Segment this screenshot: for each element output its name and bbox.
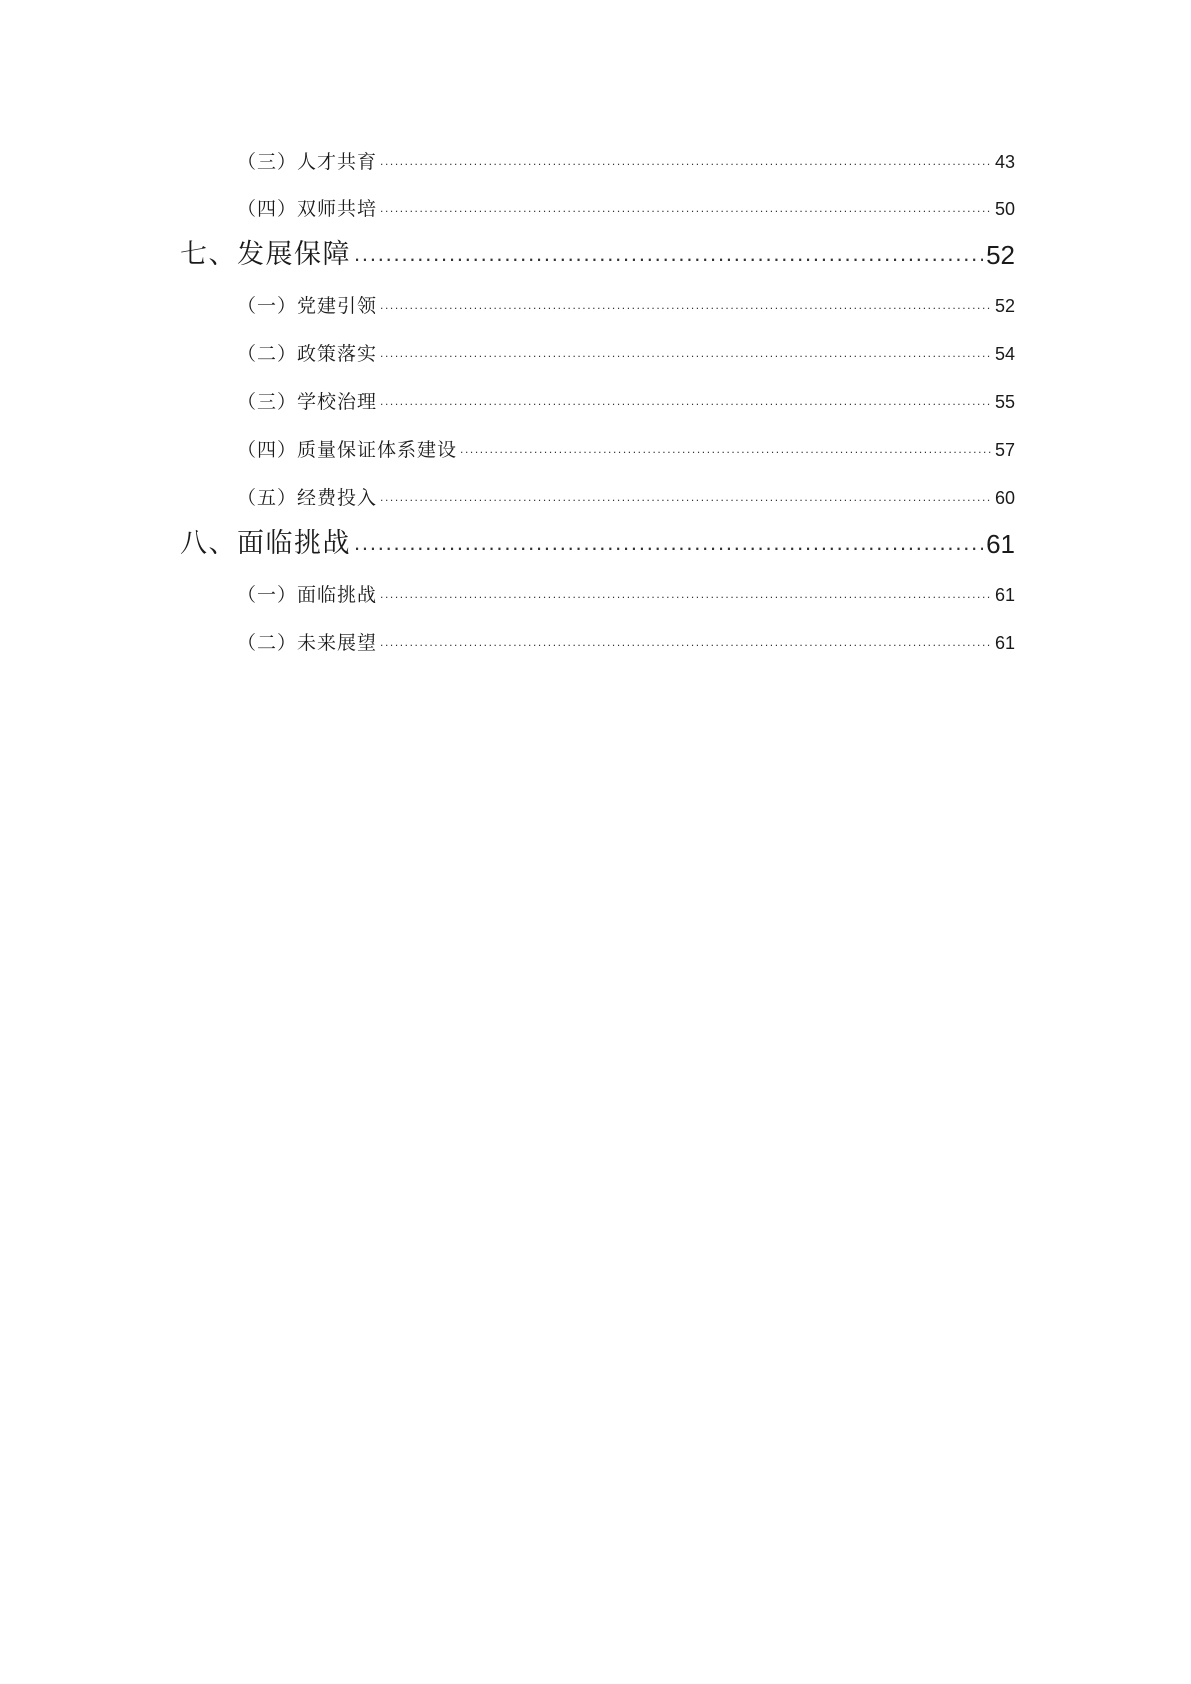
toc-entry-sub[interactable]: [237, 438, 1015, 462]
toc-entry-sub[interactable]: [237, 583, 1015, 607]
toc-page-number: 60: [994, 488, 1015, 508]
toc-page-number: 57: [994, 440, 1015, 460]
dot-leader: [354, 237, 983, 271]
toc-entry-sub[interactable]: [237, 197, 1015, 221]
toc-entry-sub[interactable]: [237, 486, 1015, 510]
toc-entry-title: （二）未来展望: [237, 632, 378, 654]
toc-page-number: 50: [994, 199, 1015, 219]
toc-entry-title: （三）学校治理: [237, 391, 378, 413]
dot-leader: [380, 341, 992, 365]
toc-entry-title: （五）经费投入: [237, 487, 378, 509]
toc-entry-sub[interactable]: [237, 150, 1015, 174]
toc-entry-sub[interactable]: [237, 342, 1015, 366]
toc-entry-chapter[interactable]: [180, 527, 1015, 561]
toc-entry-sub[interactable]: [237, 390, 1015, 414]
dot-leader: [354, 526, 983, 560]
toc-entry-chapter[interactable]: [180, 238, 1015, 272]
toc-entry-title: （一）面临挑战: [237, 584, 378, 606]
toc-page-number: 61: [994, 585, 1015, 605]
dot-leader: [380, 196, 992, 220]
toc-entry-title: （三）人才共育: [237, 151, 378, 173]
toc-entry-title: （四）双师共培: [237, 198, 378, 220]
toc-entry-title: （四）质量保证体系建设: [237, 439, 458, 461]
dot-leader: [380, 582, 992, 606]
dot-leader: [380, 630, 992, 654]
dot-leader: [380, 485, 992, 509]
dot-leader: [380, 389, 992, 413]
toc-page-number: 61: [986, 529, 1015, 559]
toc-page-number: 54: [994, 344, 1015, 364]
toc-entry-title: 七、发展保障: [180, 239, 351, 270]
toc-page-number: 52: [986, 240, 1015, 270]
dot-leader: [380, 149, 992, 173]
dot-leader: [380, 293, 992, 317]
toc-entry-title: 八、面临挑战: [180, 528, 351, 559]
toc-page-number: 61: [994, 633, 1015, 653]
toc-entry-sub[interactable]: [237, 631, 1015, 655]
toc-entry-title: （一）党建引领: [237, 295, 378, 317]
toc-page-number: 43: [994, 152, 1015, 172]
toc-entry-title: （二）政策落实: [237, 343, 378, 365]
toc-page-number: 55: [994, 392, 1015, 412]
toc-page-number: 52: [994, 296, 1015, 316]
dot-leader: [460, 437, 992, 461]
toc-entry-sub[interactable]: [237, 294, 1015, 318]
